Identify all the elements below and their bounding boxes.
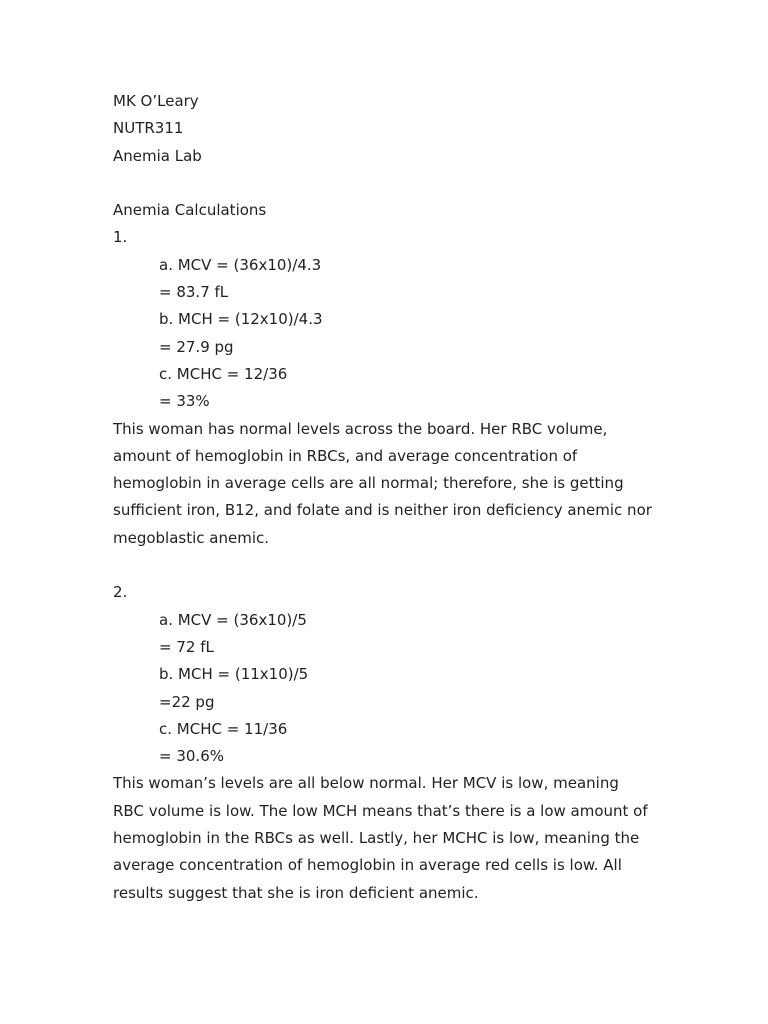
spacer	[113, 170, 673, 197]
paragraph-line: sufficient iron, B12, and folate and is neither iron deficiency anemic nor	[113, 501, 652, 520]
paragraph-line: hemoglobin in average cells are all normal; therefore, she is getting	[113, 474, 624, 493]
calc-line: a. MCV = (36x10)/5	[159, 610, 307, 629]
paragraph-line: amount of hemoglobin in RBCs, and average concentration of	[113, 446, 578, 465]
author-name: MK O’Leary	[113, 92, 199, 110]
lab-title: Anemia Lab	[113, 146, 202, 165]
paragraph-line: results suggest that she is iron deficient anemic.	[113, 883, 479, 902]
paragraph-line: This woman has normal levels across the board. Her RBC volume,	[113, 419, 608, 438]
calc-line: = 30.6%	[159, 747, 224, 766]
paragraph-line: RBC volume is low. The low MCH means that’s there is a low amount of	[113, 801, 648, 820]
calc-line: =22 pg	[159, 692, 215, 711]
calc-line: = 33%	[159, 392, 210, 411]
calc-line: = 83.7 fL	[159, 283, 229, 302]
calc-line: b. MCH = (11x10)/5	[159, 665, 309, 684]
calc-line: c. MCHC = 11/36	[159, 719, 288, 738]
calc-line: b. MCH = (12x10)/4.3	[159, 310, 323, 329]
paragraph-line: This woman’s levels are all below normal. Her MCV is low, meaning	[113, 774, 619, 793]
calc-line: = 72 fL	[159, 637, 214, 656]
section-title: Anemia Calculations	[113, 201, 267, 220]
calc-line: c. MCHC = 12/36	[159, 364, 288, 383]
calc-line: = 27.9 pg	[159, 337, 234, 356]
document-body	[113, 88, 673, 907]
problem-number: 1.	[113, 228, 128, 247]
calc-line: a. MCV = (36x10)/4.3	[159, 255, 322, 274]
paragraph-line: megoblastic anemic.	[113, 528, 270, 547]
course-code: NUTR311	[113, 119, 184, 138]
spacer	[113, 552, 673, 579]
paragraph-line: average concentration of hemoglobin in average red cells is low. All	[113, 856, 622, 875]
paragraph-line: hemoglobin in the RBCs as well. Lastly, her MCHC is low, meaning the	[113, 829, 640, 848]
problem-number: 2.	[113, 583, 128, 602]
